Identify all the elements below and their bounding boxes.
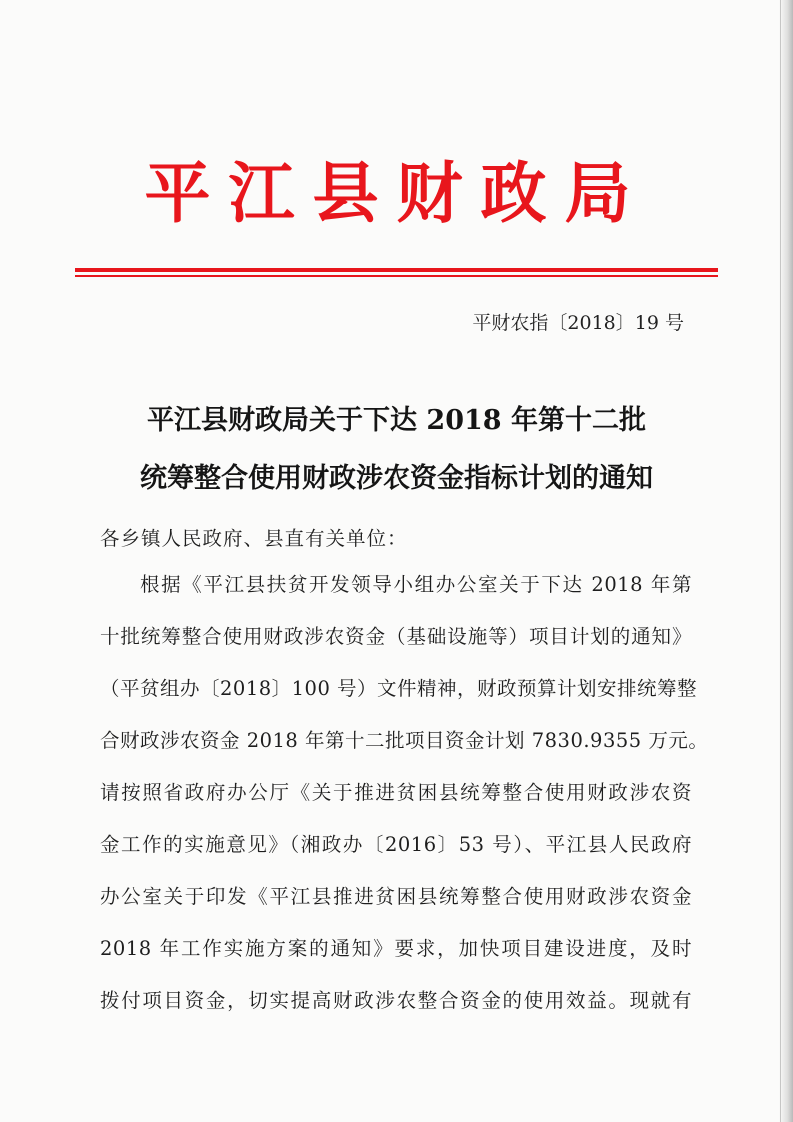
body-line: （平贫组办〔2018〕100 号）文件精神，财政预算计划安排统筹整 [100,677,698,700]
body-line: 办公室关于印发《平江县推进贫困县统筹整合使用财政涉农资金 [100,885,692,908]
body-line: 十批统筹整合使用财政涉农资金（基础设施等）项目计划的通知》 [100,625,692,648]
addressee: 各乡镇人民政府、县直有关单位： [100,527,408,550]
body-line: 金工作的实施意见》（湘政办〔2016〕53 号）、平江县人民政府 [100,833,692,856]
document-number: 平财农指〔2018〕19 号 [472,312,684,334]
body-line: 2018 年工作实施方案的通知》要求，加快项目建设进度，及时 [100,937,692,960]
body-paragraph [100,566,709,1034]
body-line: 合财政涉农资金 2018 年第十二批项目资金计划 7830.9355 万元。 [100,729,709,752]
scan-edge-shadow [779,0,793,1122]
agency-header: 平江县财政局 [144,154,649,232]
red-rule-thick [75,268,718,272]
scan-edge-line [780,0,781,1122]
header-red-rule [75,268,718,280]
document-title [0,392,793,508]
red-rule-thin [75,275,718,277]
body-line: 拨付项目资金，切实提高财政涉农整合资金的使用效益。现就有 [100,989,692,1012]
body-line: 根据《平江县扶贫开发领导小组办公室关于下达 2018 年第 [140,573,692,596]
document-title-line-2: 统筹整合使用财政涉农资金指标计划的通知 [140,463,653,494]
body-line: 请按照省政府办公厅《关于推进贫困县统筹整合使用财政涉农资 [100,781,692,804]
document-title-line-1: 平江县财政局关于下达 2018 年第十二批 [147,405,646,436]
